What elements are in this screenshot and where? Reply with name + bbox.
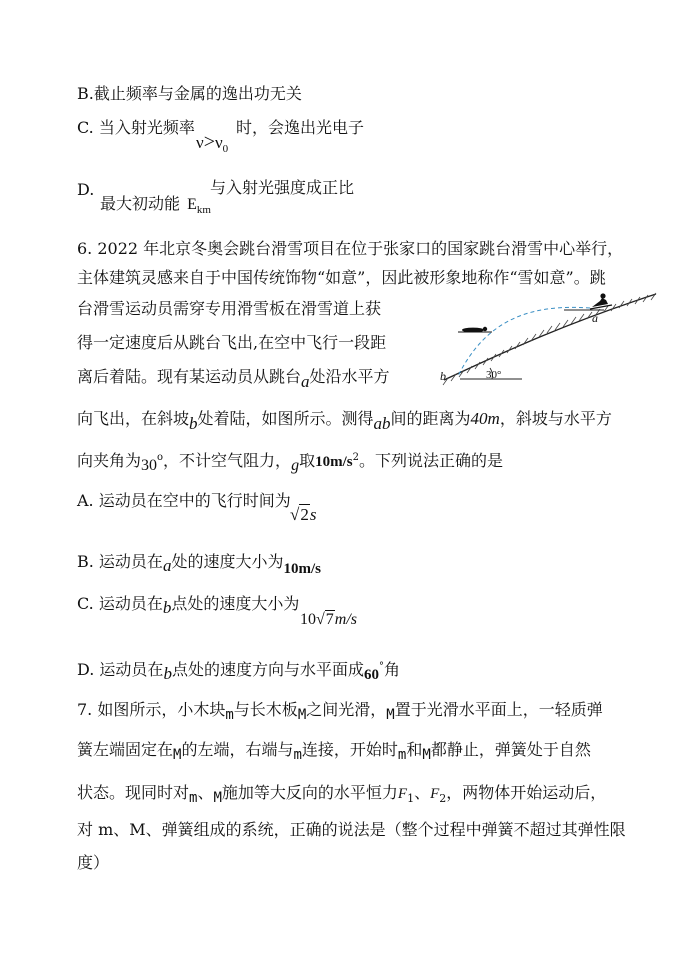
q7-F1-sub: 1 xyxy=(407,792,415,805)
q6-option-b-text: B. 运动员在 xyxy=(77,552,163,571)
option-c-suffix-text: 时，会逸出光电子 xyxy=(236,118,365,137)
q7-line-1a: 7. 如图所示，小木块 xyxy=(77,700,226,719)
q6-line-1 xyxy=(77,239,623,259)
q6-option-a-value xyxy=(290,505,316,525)
q6-line-1-text: 6. 2022 年北京冬奥会跳台滑雪项目在位于张家口的国家跳台滑雪中心举行， xyxy=(77,239,624,258)
option-b-text: B.截止频率与金属的逸出功无关 xyxy=(77,84,302,103)
q7-m-4: m xyxy=(189,790,198,806)
figure-label-angle: 30° xyxy=(486,369,502,381)
q6-option-c-var: b xyxy=(162,598,172,617)
q7-line-2b: 的左端，右端与 xyxy=(181,740,294,759)
q7-line-5-text: 度） xyxy=(77,853,110,872)
option-d-mid-text: 最大初动能 xyxy=(100,194,181,213)
q6-line-7d: 。下列说法正确的是 xyxy=(358,451,503,470)
q7-line-3b: 、 xyxy=(197,783,214,802)
nu0-subscript: 0 xyxy=(222,143,229,155)
nu0-symbol: ν xyxy=(214,133,223,152)
q6-option-c-text: C. 运动员在 xyxy=(77,594,163,613)
q6-line-6a: 向飞出，在斜坡 xyxy=(77,409,190,428)
var-a: a xyxy=(301,372,310,391)
q7-m-3: m xyxy=(397,747,407,763)
energy-subscript: km xyxy=(196,204,211,216)
q6-option-a xyxy=(77,491,291,511)
q6-option-b-value: 10m/s xyxy=(283,561,321,577)
option-c-q5 xyxy=(77,118,195,138)
q7-line-4-text: 对 m、M、弹簧组成的系统，正确的说法是（整个过程中弹簧不超过其弹性限 xyxy=(77,820,626,839)
q6-option-c-sqrt: 7 xyxy=(325,611,334,628)
q6-line-6d: ，斜坡与水平方 xyxy=(499,409,612,428)
g-value: 10m/s xyxy=(315,454,353,470)
q7-line-2 xyxy=(77,740,591,761)
q7-line-4 xyxy=(77,820,626,840)
q7-line-1b: 与长木板 xyxy=(233,700,298,719)
q6-line-2-text: 主体建筑灵感来自于中国传统饰物“如意”，因此被形象地称作“雪如意”。跳 xyxy=(77,268,606,287)
q7-line-3e: ，两物体开始运动后， xyxy=(446,783,607,802)
sqrt-icon: √ xyxy=(290,505,300,524)
q6-line-4-text: 得一定速度后从跳台飞出,在空中飞行一段距 xyxy=(77,333,387,352)
q7-F2-sub: 2 xyxy=(439,792,447,805)
option-c-suffix xyxy=(236,118,364,138)
angle-unit: o xyxy=(157,452,164,463)
q6-option-d-value: 60 xyxy=(363,667,379,683)
q6-option-d-text3: 角 xyxy=(383,660,400,679)
q7-F1: F xyxy=(397,786,408,802)
q7-line-2a: 簧左端固定在 xyxy=(77,740,174,759)
figure-label-b: b xyxy=(440,369,446,383)
slope-hatching xyxy=(443,293,656,385)
q7-M-1: M xyxy=(297,707,307,723)
q6-option-a-sqrt: 2 xyxy=(300,505,309,524)
q6-option-b-text2: 处的速度大小为 xyxy=(171,552,284,571)
q6-option-b xyxy=(77,552,321,577)
sqrt-icon-c: √ xyxy=(316,611,325,628)
q7-line-3d: 、 xyxy=(414,783,431,802)
q6-line-2 xyxy=(77,268,606,288)
q7-line-3 xyxy=(77,783,606,809)
var-ab: ab xyxy=(373,414,391,433)
q6-line-5b: 处沿水平方 xyxy=(309,367,390,386)
option-c-formula xyxy=(196,132,228,159)
q6-line-4 xyxy=(77,333,386,353)
var-b: b xyxy=(189,414,198,433)
q6-option-c-coef: 10 xyxy=(300,611,316,628)
greater-than-symbol: > xyxy=(203,131,215,153)
q7-M-3: M xyxy=(173,747,182,763)
q6-line-7 xyxy=(77,448,503,472)
q7-F2: F xyxy=(430,786,440,802)
q6-line-3 xyxy=(77,299,381,319)
figure-label-a: a xyxy=(592,311,598,325)
q6-option-d-text: D. 运动员在 xyxy=(77,660,164,679)
q7-M-5: M xyxy=(213,790,222,806)
q7-line-1d: 置于光滑水平面上，一轻质弹 xyxy=(394,700,603,719)
angle-value: 30 xyxy=(141,457,158,474)
q6-line-7b: ，不计空气阻力， xyxy=(163,451,292,470)
q6-option-c-value xyxy=(300,610,357,630)
q7-line-1c: 之间光滑， xyxy=(306,700,387,719)
q7-M-2: M xyxy=(386,707,395,723)
q6-line-7a: 向夹角为 xyxy=(77,451,142,470)
q6-line-3-text: 台滑雪运动员需穿专用滑雪板在滑雪道上获 xyxy=(77,299,382,318)
q6-option-c-text2: 点处的速度大小为 xyxy=(171,594,300,613)
g-exponent: 2 xyxy=(352,452,359,463)
q6-option-d-var: b xyxy=(163,664,172,683)
q6-line-6 xyxy=(77,409,612,433)
distance-value: 40m xyxy=(470,409,500,428)
q6-option-a-text: A. 运动员在空中的飞行时间为 xyxy=(77,491,291,510)
option-d-prefix: D. xyxy=(77,180,95,199)
q6-line-7c: 取 xyxy=(299,451,316,470)
nu-symbol: ν xyxy=(196,133,204,152)
q7-line-3c: 施加等大反向的水平恒力 xyxy=(221,783,398,802)
option-d-suffix-text: 与入射光强度成正比 xyxy=(210,178,355,197)
option-c-text: C. 当入射光频率 xyxy=(77,118,195,137)
q7-line-2e: 都静止，弹簧处于自然 xyxy=(430,740,591,759)
q7-line-2c: 连接，开始时 xyxy=(301,740,398,759)
q7-line-3a: 状态。现同时对 xyxy=(77,783,190,802)
var-g: g xyxy=(291,457,300,474)
q7-m-2: m xyxy=(293,747,302,763)
option-d-q5-label xyxy=(77,180,94,200)
q7-M-4: M xyxy=(422,747,431,763)
option-d-q5-suffix xyxy=(210,178,354,198)
ski-jump-figure xyxy=(432,288,658,388)
energy-symbol: E xyxy=(187,196,197,213)
slope-line xyxy=(444,294,656,380)
q7-m-1: m xyxy=(225,707,234,723)
q6-line-6b: 处着陆，如图所示。测得 xyxy=(197,409,374,428)
q6-option-c xyxy=(77,594,300,617)
q6-line-5 xyxy=(77,367,390,391)
q7-line-5 xyxy=(77,853,109,873)
option-d-q5-mid xyxy=(100,194,211,220)
skier-start-icon xyxy=(590,293,612,309)
q6-option-d-text2: 点处的速度方向与水平面成 xyxy=(171,660,364,679)
skier-flight-icon xyxy=(458,327,492,333)
option-b-q5 xyxy=(77,84,302,104)
q6-line-5a: 离后着陆。现有某运动员从跳台 xyxy=(77,367,302,386)
q6-line-6c: 间的距离为 xyxy=(390,409,471,428)
q6-option-d-degree: ° xyxy=(378,661,384,672)
q7-line-1 xyxy=(77,700,603,721)
q6-option-c-unit: m/s xyxy=(334,611,358,628)
q7-line-2d: 和 xyxy=(406,740,423,759)
q6-option-a-unit: s xyxy=(309,505,317,524)
q6-option-d xyxy=(77,657,400,681)
q6-option-b-var: a xyxy=(162,556,172,575)
